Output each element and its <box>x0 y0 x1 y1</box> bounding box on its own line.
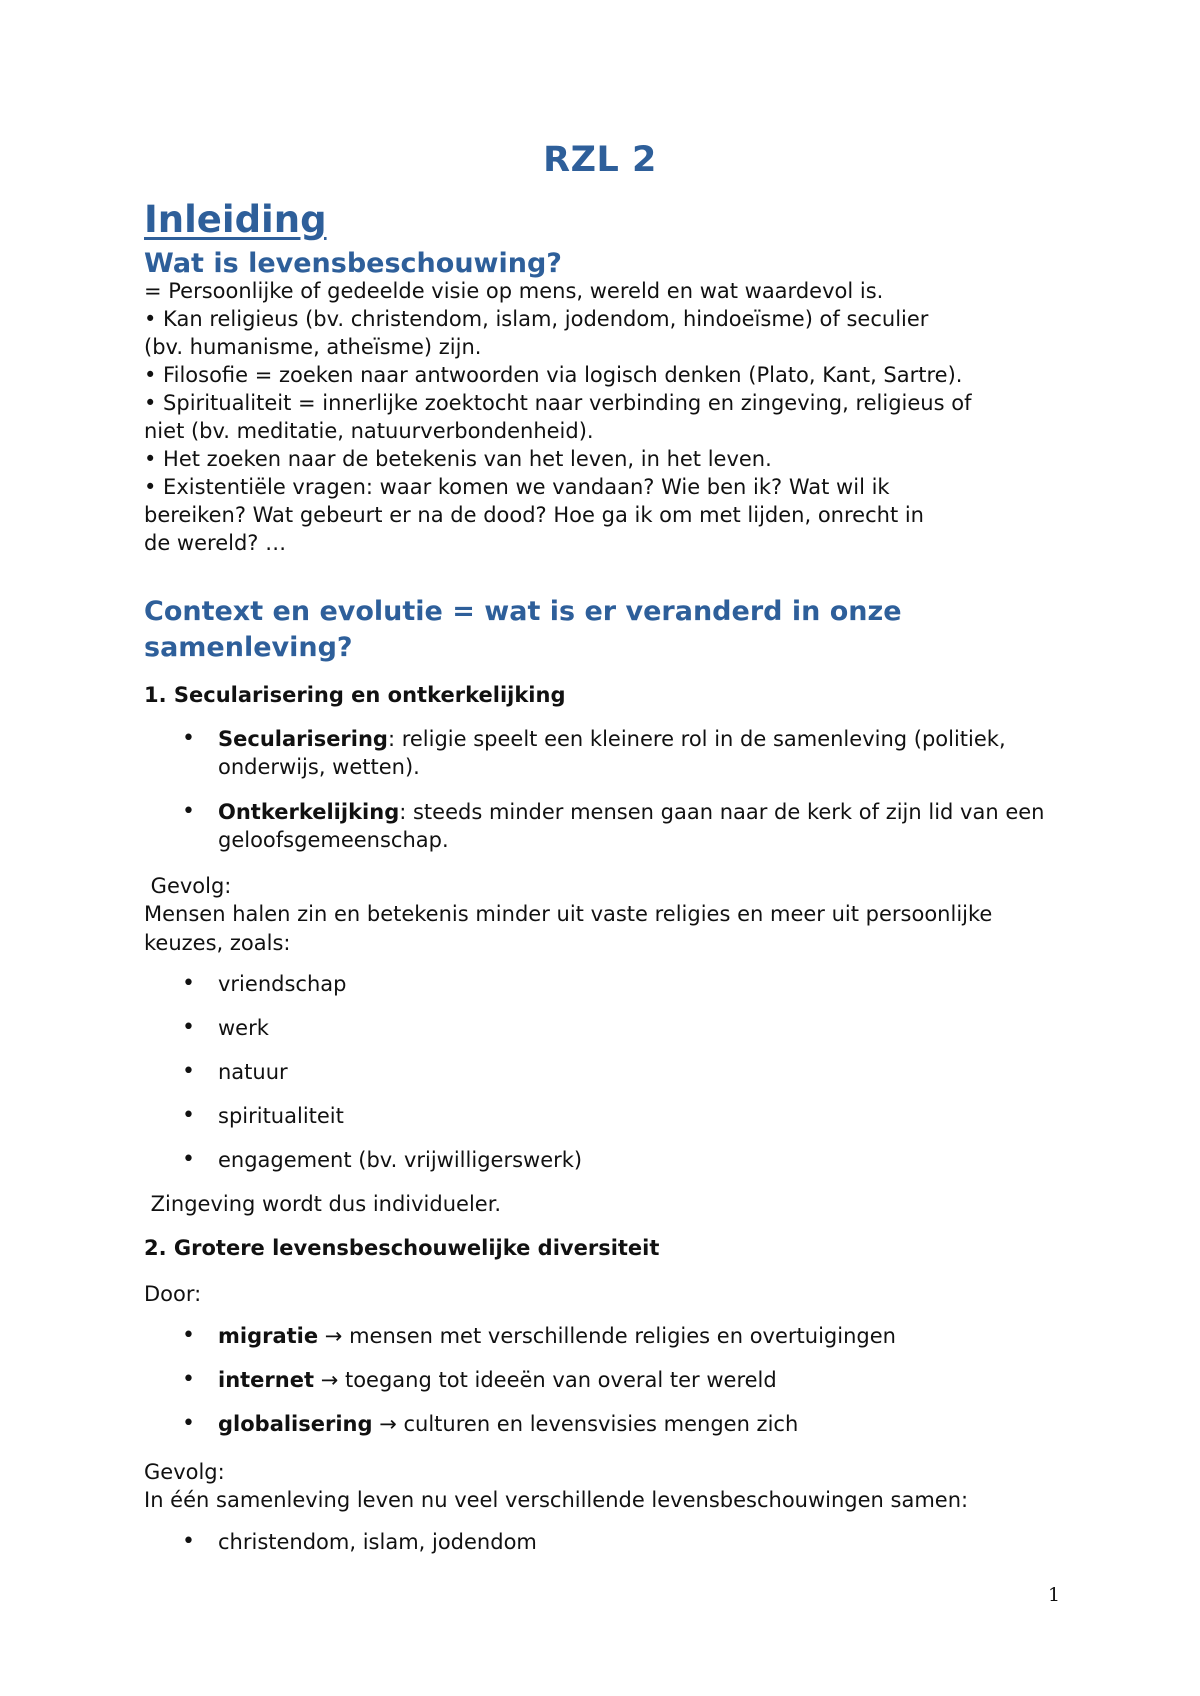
list-item <box>182 1528 1056 1556</box>
list-item <box>182 1102 1056 1130</box>
bullet-icon: • <box>182 1147 195 1172</box>
term: Secularisering <box>218 727 388 751</box>
term-description: → culturen en levensvisies mengen zich <box>372 1412 799 1436</box>
text-line: (bv. humanisme, atheïsme) zijn. <box>144 335 482 359</box>
conclusion-text: Zingeving wordt dus individueler. <box>144 1192 502 1216</box>
list-item-text: vriendschap <box>218 972 347 996</box>
door-label: Door: <box>144 1282 202 1306</box>
heading-context-line1: Context en evolutie = wat is er veranderd in onze <box>144 596 902 627</box>
bullet-icon: • <box>182 1103 195 1128</box>
bullet-icon: • <box>182 1529 195 1554</box>
text-line: bereiken? Wat gebeurt er na de dood? Hoe ga ik om met lijden, onrecht in <box>144 503 924 527</box>
heading-secularisering: 1. Secularisering en ontkerkelijking <box>144 683 566 707</box>
heading-context-en-evolutie <box>144 594 902 666</box>
list-item-text: werk <box>218 1016 269 1040</box>
bullet-icon: • <box>182 1323 195 1348</box>
term: internet <box>218 1368 315 1392</box>
bullet-icon: • <box>182 971 195 996</box>
text-line: • Het zoeken naar de betekenis van het leven, in het leven. <box>144 447 772 471</box>
bullet-icon: • <box>182 726 195 751</box>
bullet-icon: • <box>182 1411 195 1436</box>
list-item <box>182 1322 1056 1350</box>
gevolg-text: Mensen halen zin en betekenis minder uit vaste religies en meer uit persoonlijke keuzes, zoals: <box>144 902 993 955</box>
term-description: → toegang tot ideeën van overal ter wereld <box>314 1368 777 1392</box>
heading-context-line2: samenleving? <box>144 632 353 663</box>
definition-line: = Persoonlijke of gedeelde visie op mens, wereld en wat waardevol is. <box>144 279 884 303</box>
term: globalisering <box>218 1412 373 1436</box>
heading-inleiding: Inleiding <box>144 198 327 241</box>
page-number: 1 <box>1048 1584 1061 1606</box>
bullet-icon: • <box>182 1367 195 1392</box>
list-item-text: spiritualiteit <box>218 1104 344 1128</box>
gevolg-label: Gevolg: <box>144 874 232 898</box>
document-title: RZL 2 <box>543 140 657 180</box>
heading-wat-is-levensbeschouwing: Wat is levensbeschouwing? <box>144 248 562 279</box>
text-line: • Filosofie = zoeken naar antwoorden via logisch denken (Plato, Kant, Sartre). <box>144 363 963 387</box>
list-item-text: natuur <box>218 1060 288 1084</box>
text-line: • Spiritualiteit = innerlijke zoektocht naar verbinding en zingeving, religieus of <box>144 391 972 415</box>
term-description: : religie speelt een kleinere rol in de samenleving (politiek, onderwijs, wetten). <box>218 727 1006 779</box>
list-item <box>182 1410 1056 1438</box>
bullet-icon: • <box>182 1015 195 1040</box>
gevolg-text: In één samenleving leven nu veel verschillende levensbeschouwingen samen: <box>144 1488 969 1512</box>
term: Ontkerkelijking <box>218 800 400 824</box>
bullet-icon: • <box>182 1059 195 1084</box>
bullet-icon: • <box>182 799 195 824</box>
list-item <box>182 1366 1056 1394</box>
term-description: → mensen met verschillende religies en overtuigingen <box>318 1324 896 1348</box>
list-item <box>182 1058 1056 1086</box>
term: migratie <box>218 1324 319 1348</box>
list-item <box>182 1146 1056 1174</box>
text-line: niet (bv. meditatie, natuurverbondenheid). <box>144 419 594 443</box>
text-line: • Kan religieus (bv. christendom, islam, jodendom, hindoeïsme) of seculier <box>144 307 929 331</box>
text-line: de wereld? … <box>144 531 287 555</box>
list-item <box>182 725 1056 781</box>
list-item <box>182 798 1056 854</box>
list-item <box>182 1014 1056 1042</box>
heading-diversiteit: 2. Grotere levensbeschouwelijke diversiteit <box>144 1236 660 1260</box>
list-item-text: engagement (bv. vrijwilligerswerk) <box>218 1148 583 1172</box>
list-item-text: christendom, islam, jodendom <box>218 1530 537 1554</box>
gevolg-label: Gevolg: <box>144 1460 225 1484</box>
term-description: : steeds minder mensen gaan naar de kerk of zijn lid van een geloofsgemeenschap. <box>218 800 1045 852</box>
list-item <box>182 970 1056 998</box>
text-line: • Existentiële vragen: waar komen we vandaan? Wie ben ik? Wat wil ik <box>144 475 890 499</box>
